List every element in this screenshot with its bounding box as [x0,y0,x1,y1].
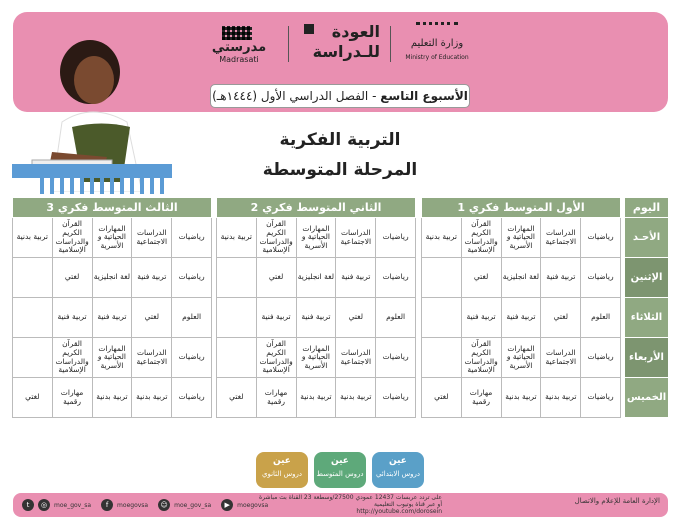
subject-cell: العلوم [172,298,212,338]
subject-cell: تربية بدنية [132,378,172,418]
channel-name: عين [389,456,407,466]
subject-cell: رياضيات [172,378,212,418]
subject-cell: تربية بدنية [336,378,376,418]
subject-cell: الدراسات الاجتماعية [541,218,581,258]
subject-cell: تربية فنية [52,298,92,338]
subject-cell: لغتي [461,258,501,298]
table-row [217,218,416,258]
channel-label: دروس الثانوي [261,470,302,478]
subject-cell: لغتي [336,298,376,338]
grade-header: الثاني المتوسط فكري 2 [217,198,416,218]
channel-name: عين [331,456,349,466]
back-to-school-line2: للـدراسة [312,42,380,61]
channel-label: دروس المتوسط [316,470,364,478]
subject-cell: تربية فنية [92,298,132,338]
madrasati-grid-icon [222,26,252,40]
subject-cell: تربية فنية [461,298,501,338]
week-number: الأسبوع التاسع [380,89,468,103]
subject-cell: رياضيات [172,218,212,258]
subject-cell [217,298,257,338]
subject-cell: القرآن الكريم والدراسات الإسلامية [461,338,501,378]
subject-cell: لغتي [256,258,296,298]
day-label: الأحـد [625,218,669,258]
grade-schedule-table [12,197,212,418]
subject-cell: تربية فنية [336,258,376,298]
subject-cell: القرآن الكريم والدراسات الإسلامية [256,338,296,378]
day-label: الثلاثاء [625,298,669,338]
back-to-school-logo [300,22,382,66]
subject-cell: لغة انجليزية [501,258,541,298]
social-handle: moegovsa [117,501,149,509]
subject-cell: تربية فنية [296,298,336,338]
subject-cell: لغتي [217,378,257,418]
channel-badge[interactable] [314,452,366,488]
subject-cell: تربية بدنية [501,378,541,418]
ministry-en: Ministry of Education [405,54,469,61]
table-row [422,218,621,258]
table-row [13,298,212,338]
desk [12,164,172,178]
subject-cell: تربية بدنية [541,378,581,418]
subject-cell: لغة انجليزية [92,258,132,298]
subject-cell: المهارات الحياتية و الأسرية [501,218,541,258]
grade-schedule-table [216,197,416,418]
table-row [217,298,416,338]
subject-cell: المهارات الحياتية و الأسرية [92,338,132,378]
subject-cell: لغتي [422,378,462,418]
subject-cell: العلوم [581,298,621,338]
back-to-school-line1: العودة [331,22,380,41]
subject-cell: رياضيات [376,218,416,258]
subject-cell: الدراسات الاجتماعية [541,338,581,378]
semester-label: - الفصل الدراسي الأول (١٤٤٤هـ) [212,89,381,103]
table-row [422,338,621,378]
channel-badge[interactable] [372,452,424,488]
subject-cell: المهارات الحياتية و الأسرية [296,338,336,378]
youtube-icon[interactable]: ▶ [221,499,233,511]
madrasati-ar: مدرستي [211,40,267,55]
instagram-icon[interactable]: ◎ [38,499,50,511]
broadcast-info [252,494,442,516]
subject-cell [422,338,462,378]
table-row [13,378,212,418]
subject-cell: القرآن الكريم والدراسات الإسلامية [52,338,92,378]
youtube-link[interactable]: http://youtube.com/dorosein [356,508,442,516]
table-row [422,298,621,338]
subject-cell: لغتي [13,378,53,418]
subject-cell: تربية فنية [501,298,541,338]
facebook-icon[interactable]: f [101,499,113,511]
subject-cell: رياضيات [581,258,621,298]
subject-cell [13,258,53,298]
subject-cell: رياضيات [581,218,621,258]
subject-cell: لغتي [132,298,172,338]
subject-cell: تربية فنية [256,298,296,338]
subject-cell [13,338,53,378]
grade-header: الأول المتوسط فكري 1 [422,198,621,218]
table-row [217,258,416,298]
subject-cell: رياضيات [376,338,416,378]
media-department: الإدارة العامة للإعلام والاتصال [574,497,660,505]
subject-cell: الدراسات الاجتماعية [336,338,376,378]
desk-legs [40,178,170,194]
table-row [422,378,621,418]
subject-cell: الدراسات الاجتماعية [132,218,172,258]
subject-cell: الدراسات الاجتماعية [132,338,172,378]
subject-cell: المهارات الحياتية و الأسرية [92,218,132,258]
subject-cell: تربية بدنية [296,378,336,418]
divider [390,26,391,62]
table-row [217,338,416,378]
social-handle: moe_gov_sa [174,501,212,509]
snapchat-icon[interactable]: ☺ [158,499,170,511]
subject-cell: القرآن الكريم والدراسات الإسلامية [461,218,501,258]
madrasati-en: Madrasati [219,55,259,64]
subject-cell: تربية بدنية [217,218,257,258]
subject-cell [13,298,53,338]
subject-cell: تربية بدنية [92,378,132,418]
day-label: الخميس [625,378,669,418]
grade-header: الثالث المتوسط فكري 3 [13,198,212,218]
day-header: اليوم [625,198,669,218]
madrasati-logo [208,24,270,64]
table-row [13,258,212,298]
day-label: الإثنين [625,258,669,298]
subject-cell [217,258,257,298]
divider [288,26,289,62]
subject-cell: رياضيات [581,338,621,378]
subject-cell: المهارات الحياتية و الأسرية [296,218,336,258]
ministry-logo [402,22,472,66]
subject-cell: لغة انجليزية [296,258,336,298]
channel-label: دروس الابتدائي [375,470,421,478]
day-label: الأربعاء [625,338,669,378]
subject-cell: تربية فنية [132,258,172,298]
table-row [13,338,212,378]
subject-cell: القرآن الكريم والدراسات الإسلامية [256,218,296,258]
table-row [13,218,212,258]
subject-cell: لغتي [541,298,581,338]
subject-cell [422,298,462,338]
subject-cell: مهارات رقمية [461,378,501,418]
subject-cell: رياضيات [581,378,621,418]
subject-cell: رياضيات [376,378,416,418]
page-subtitle: المرحلة المتوسطة [262,160,418,180]
subject-cell: المهارات الحياتية و الأسرية [501,338,541,378]
subject-cell: تربية بدنية [422,218,462,258]
subject-cell: رياضيات [172,258,212,298]
channel-badge[interactable] [256,452,308,488]
subject-cell: مهارات رقمية [256,378,296,418]
subject-cell: تربية بدنية [13,218,53,258]
subject-cell: تربية فنية [541,258,581,298]
subject-cell: رياضيات [376,258,416,298]
channel-name: عين [273,456,291,466]
broadcast-line2: أو عبر قناة يوتيوب التعليمية [373,501,442,509]
twitter-icon[interactable]: t [22,499,34,511]
subject-cell: الدراسات الاجتماعية [336,218,376,258]
subject-cell: مهارات رقمية [52,378,92,418]
ministry-emblem-icon [416,22,458,34]
ministry-ar: وزارة التعليم [410,38,464,49]
social-links [22,498,274,512]
grade-schedule-table [421,197,621,418]
broadcast-line1: على تردد عربسات 12437 عمودي 27500/وسطعة 23 القناة بث مباشرة [258,494,442,501]
table-row [217,378,416,418]
subject-cell [217,338,257,378]
subject-cell [422,258,462,298]
subject-cell: رياضيات [172,338,212,378]
social-handle: moegovsa [237,501,269,509]
subject-cell: لغتي [52,258,92,298]
page-title: التربية الفكرية [279,130,401,150]
social-handle: moe_gov_sa [54,501,92,509]
table-row [422,258,621,298]
week-label [210,84,470,108]
subject-cell: القرآن الكريم والدراسات الإسلامية [52,218,92,258]
subject-cell: العلوم [376,298,416,338]
day-column [624,197,669,418]
